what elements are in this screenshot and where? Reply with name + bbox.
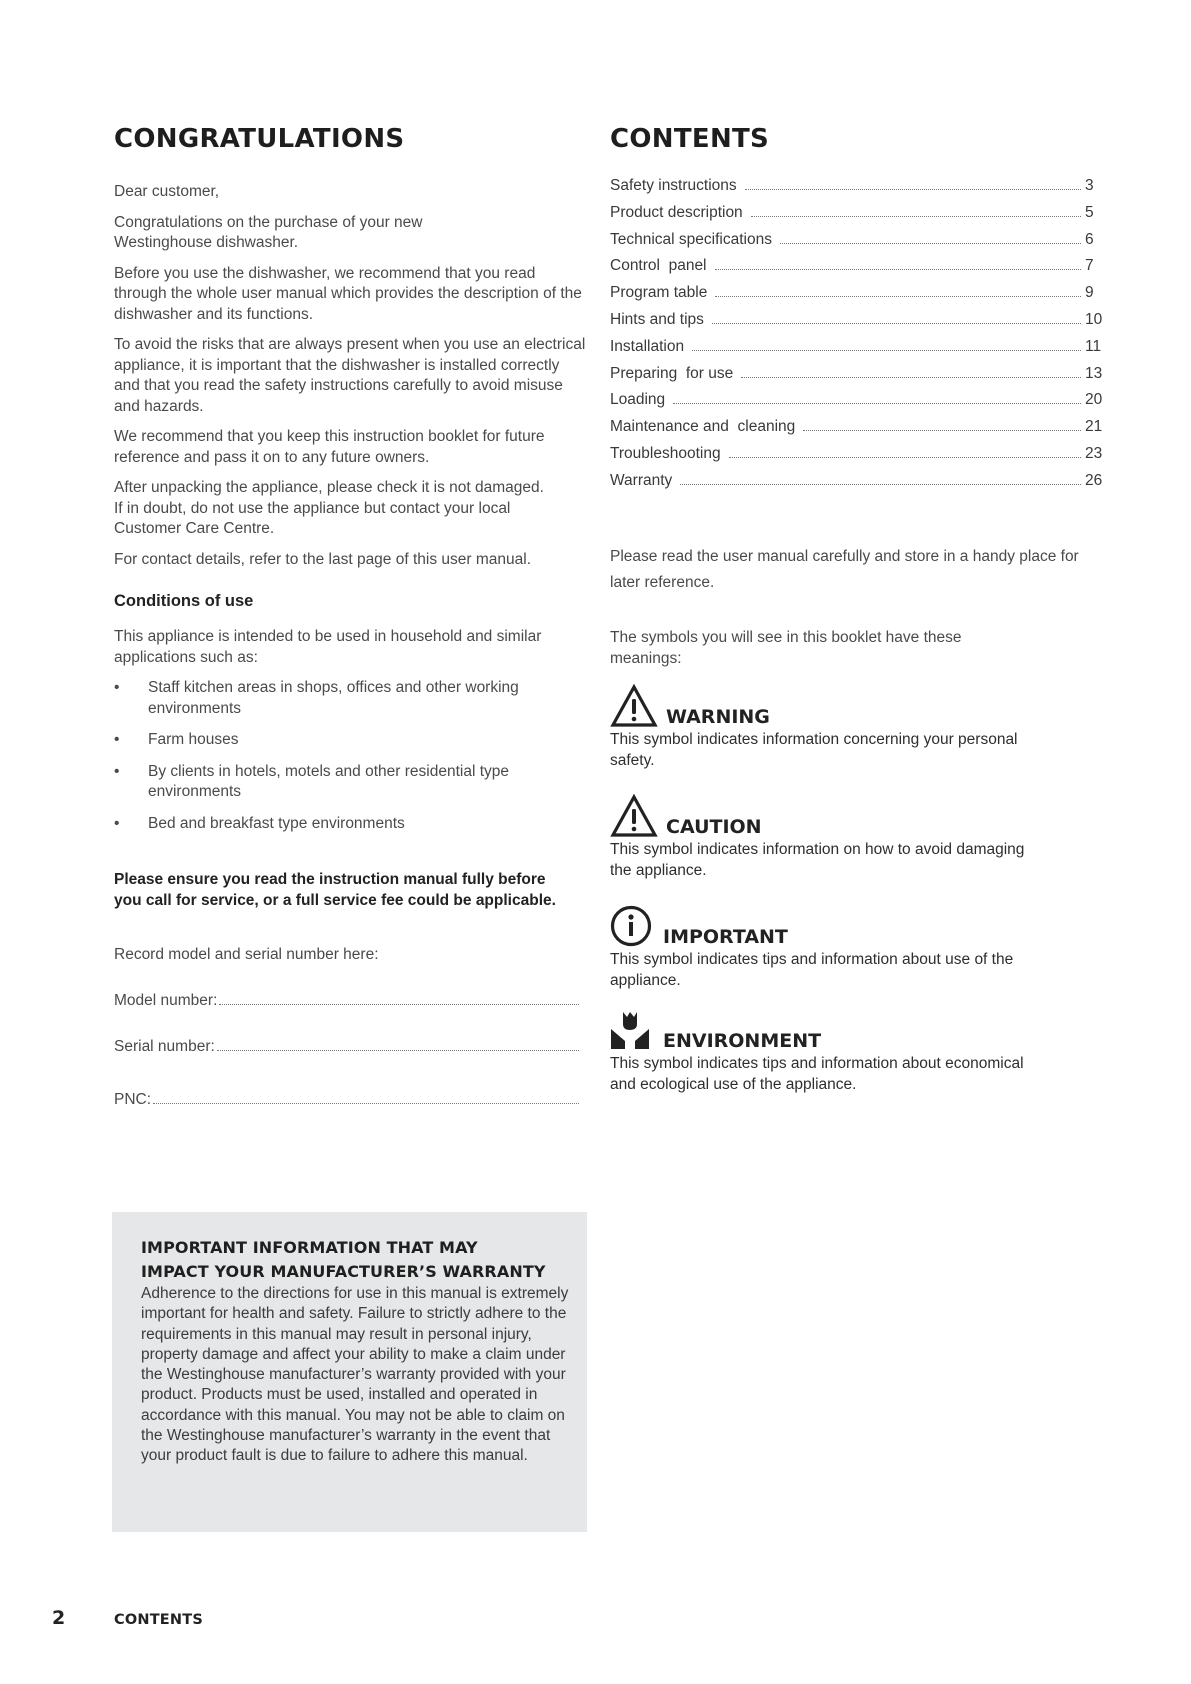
toc-label: Safety instructions: [610, 177, 737, 194]
toc-leader: [715, 296, 1081, 297]
list-item: [114, 678, 548, 719]
conditions-list: [114, 678, 584, 834]
toc-page: 26: [1085, 471, 1103, 489]
toc-label: Maintenance and cleaning: [610, 418, 796, 436]
toc-label: Warranty: [610, 471, 673, 489]
toc-leader: [715, 269, 1081, 270]
toc-leader: [780, 243, 1081, 244]
pnc-label: PNC:: [114, 1090, 152, 1108]
toc-page: 13: [1085, 364, 1103, 382]
warranty-info-box: [112, 1212, 587, 1532]
toc-page: 3: [1085, 177, 1094, 194]
pnc-field[interactable]: [114, 1089, 579, 1111]
conditions-intro: This appliance is intended to be used in household and similar applications such as:: [114, 628, 542, 666]
serial-number-field[interactable]: [114, 1036, 579, 1058]
toc-item[interactable]: [610, 204, 1105, 231]
list-item: [114, 814, 584, 835]
serial-number-label: Serial number:: [114, 1038, 215, 1055]
pnc-line[interactable]: [153, 1089, 579, 1104]
toc-leader: [745, 189, 1081, 190]
paragraph: For contact details, refer to the last page of this user manual.: [114, 550, 531, 568]
toc-item[interactable]: [610, 445, 1105, 472]
list-item: [114, 762, 558, 803]
page-number: 2: [52, 1607, 66, 1629]
toc-label: Hints and tips: [610, 310, 704, 328]
toc-item[interactable]: [610, 338, 1105, 365]
symbol-description: This symbol indicates information on how to avoid damaging the appliance.: [610, 841, 1025, 879]
record-section: [114, 945, 584, 1110]
list-item-text: Bed and breakfast type environments: [148, 814, 405, 832]
toc-label: Control panel: [610, 257, 707, 275]
toc-leader: [751, 216, 1081, 217]
tulip-icon: [610, 1008, 658, 1052]
symbol-label: CAUTION: [666, 816, 762, 838]
toc-item[interactable]: [610, 284, 1105, 311]
paragraph: Before you use the dishwasher, we recommend that you read through the whole user manual which provides the description of the dishwasher and its functions.: [114, 264, 582, 323]
symbol-label: IMPORTANT: [663, 926, 788, 948]
intro-paragraphs: [114, 182, 584, 570]
paragraph: After unpacking the appliance, please check it is not damaged. If in doubt, do not use the appliance but contact your local Customer Care Centre.: [114, 479, 544, 537]
symbol-label: WARNING: [666, 706, 770, 728]
toc-label: Product description: [610, 203, 743, 221]
toc-label: Installation: [610, 337, 685, 355]
toc-page: 5: [1085, 203, 1094, 221]
toc-page: 21: [1085, 418, 1103, 436]
table-of-contents: [610, 177, 1105, 499]
list-item-text: By clients in hotels, motels and other residential type environments: [148, 762, 509, 800]
congratulations-title: CONGRATULATIONS: [114, 124, 405, 154]
list-item-text: Staff kitchen areas in shops, offices and other working environments: [148, 679, 519, 717]
bullet: •: [114, 762, 120, 780]
toc-page: 9: [1085, 284, 1094, 302]
paragraph: To avoid the risks that are always present when you use an electrical appliance, it is important that the dishwasher is installed correctly and that you read the safety instructions carefully to avoid misuse and hazards.: [114, 336, 586, 415]
contents-title: CONTENTS: [610, 124, 770, 154]
model-number-line[interactable]: [219, 990, 579, 1005]
symbol-caution: [610, 794, 1105, 881]
warranty-title-line2: IMPACT YOUR MANUFACTURER’S WARRANTY: [141, 1262, 546, 1281]
symbol-label: ENVIRONMENT: [663, 1030, 822, 1052]
conditions-section: [114, 592, 584, 834]
toc-leader: [712, 323, 1081, 324]
model-number-label: Model number:: [114, 991, 218, 1009]
toc-page: 23: [1085, 444, 1103, 462]
toc-page: 10: [1085, 310, 1103, 328]
bullet: •: [114, 679, 120, 696]
toc-item[interactable]: [610, 231, 1105, 258]
toc-leader: [692, 350, 1081, 351]
symbols-intro: The symbols you will see in this booklet have these meanings:: [610, 629, 962, 667]
conditions-heading: Conditions of use: [114, 592, 254, 610]
toc-item[interactable]: [610, 177, 1105, 204]
toc-item[interactable]: [610, 418, 1105, 445]
right-column: [610, 118, 1105, 1093]
toc-page: 7: [1085, 257, 1094, 275]
list-item-text: Farm houses: [148, 731, 239, 748]
toc-label: Troubleshooting: [610, 444, 721, 462]
paragraph: We recommend that you keep this instruction booklet for future reference and pass it on to any future owners.: [114, 428, 545, 466]
toc-item[interactable]: [610, 391, 1105, 418]
symbol-environment: [610, 1008, 1105, 1095]
symbol-description: This symbol indicates tips and information about use of the appliance.: [610, 951, 1014, 989]
toc-item[interactable]: [610, 365, 1105, 392]
model-number-field[interactable]: [114, 990, 579, 1012]
serial-number-line[interactable]: [217, 1036, 579, 1051]
toc-page: 6: [1085, 230, 1094, 248]
footer-section-label: CONTENTS: [114, 1612, 203, 1628]
symbol-description: This symbol indicates tips and information about economical and ecological use of the appliance.: [610, 1055, 1024, 1093]
symbol-important: [610, 904, 1105, 991]
bullet: •: [114, 731, 120, 748]
toc-label: Program table: [610, 284, 708, 302]
caution-triangle-icon: [610, 794, 658, 838]
toc-leader: [680, 484, 1081, 485]
paragraph: Congratulations on the purchase of your new Westinghouse dishwasher.: [114, 213, 423, 251]
toc-label: Preparing for use: [610, 364, 734, 382]
list-item: [114, 730, 584, 751]
toc-page: 11: [1085, 337, 1102, 355]
record-intro: Record model and serial number here:: [114, 946, 379, 963]
toc-leader: [673, 403, 1081, 404]
toc-leader: [741, 377, 1081, 378]
symbol-warning: [610, 684, 1105, 771]
warranty-body: Adherence to the directions for use in this manual is extremely important for health and safety. Failure to strictly adhere to the requirements in this manual may result in personal injury, property damage and affect your ability to make a claim under the Westinghouse manufacturer’s warranty provided with your product. Products must be used, installed and operated in accordance with this manual. You may not be able to claim on the Westinghouse manufacturer’s warranty in the event that your product fault is due to failure to adhere this manual.: [141, 1285, 569, 1465]
toc-item[interactable]: [610, 257, 1105, 284]
left-column: [114, 118, 584, 1110]
toc-label: Technical specifications: [610, 230, 772, 248]
warning-triangle-icon: [610, 684, 658, 728]
service-fee-note: Please ensure you read the instruction manual fully before you call for service, or a full service fee could be applicable.: [114, 871, 556, 909]
info-circle-icon: [610, 904, 658, 948]
toc-leader: [729, 457, 1081, 458]
toc-label: Loading: [610, 391, 666, 409]
warranty-title-line1: IMPORTANT INFORMATION THAT MAY: [141, 1238, 478, 1257]
greeting: Dear customer,: [114, 183, 220, 200]
toc-page: 20: [1085, 391, 1103, 409]
symbol-description: This symbol indicates information concerning your personal safety.: [610, 731, 1018, 769]
toc-item[interactable]: [610, 472, 1105, 499]
toc-leader: [803, 430, 1081, 431]
bullet: •: [114, 814, 120, 832]
store-note: Please read the user manual carefully and store in a handy place for later reference.: [610, 548, 1079, 591]
toc-item[interactable]: [610, 311, 1105, 338]
